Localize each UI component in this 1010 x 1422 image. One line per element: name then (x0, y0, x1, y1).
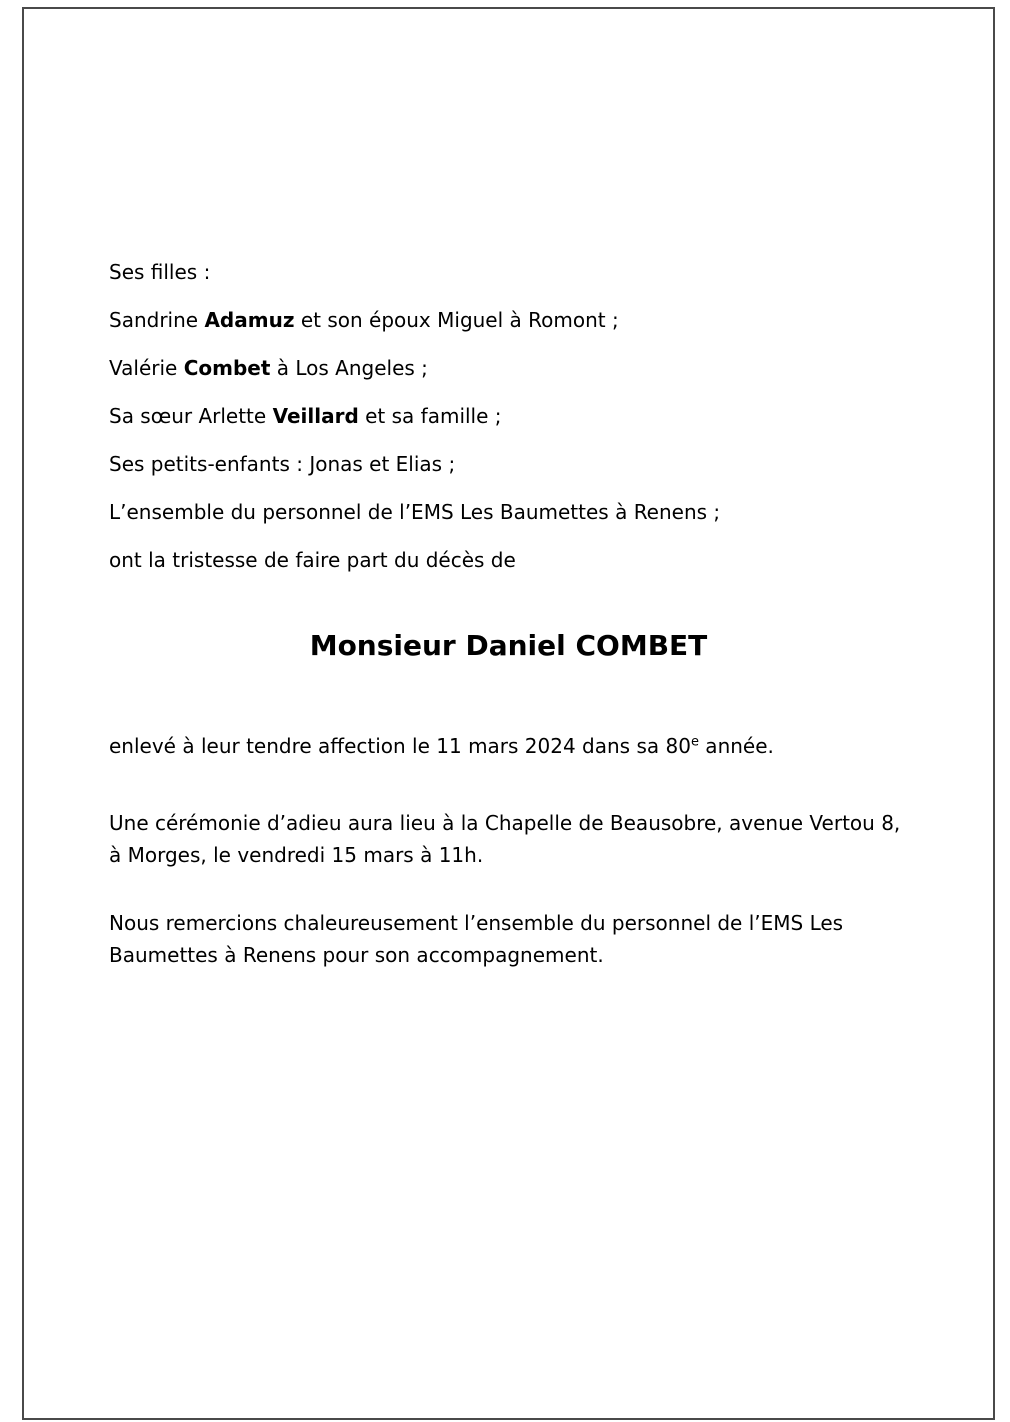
death-notice-line (109, 733, 908, 759)
family-line-sadness-intro (109, 547, 908, 573)
deceased-name-title: Monsieur Daniel COMBET (309, 629, 708, 662)
acknowledgement-line-1: Nous remercions chaleureusement l’ensemble du personnel de l’EMS Les (109, 911, 844, 935)
ceremony-line-1: Une cérémonie d’adieu aura lieu à la Chapelle de Beausobre, avenue Vertou 8, (109, 811, 901, 835)
family-line-text: et son époux Miguel à Romont ; (294, 308, 619, 332)
family-line-text: L’ensemble du personnel de l’EMS Les Baumettes à Renens ; (109, 500, 721, 524)
family-line-sandrine (109, 307, 908, 333)
family-line-ems-staff (109, 499, 908, 525)
family-line-valerie (109, 355, 908, 381)
family-line-text: Sandrine (109, 308, 205, 332)
family-line-grandchildren (109, 451, 908, 477)
acknowledgement-line-2: Baumettes à Renens pour son accompagnement. (109, 943, 604, 967)
announcement-body (24, 9, 993, 971)
family-name-bold: Combet (183, 356, 271, 380)
family-line-text: Sa sœur Arlette (109, 404, 273, 428)
family-line-daughters-header (109, 259, 908, 285)
family-line-text: Ses petits-enfants : Jonas et Elias ; (109, 452, 456, 476)
family-line-text: ont la tristesse de faire part du décès de (109, 548, 516, 572)
family-line-text: et sa famille ; (358, 404, 502, 428)
family-line-sister (109, 403, 908, 429)
ceremony-line-2: à Morges, le vendredi 15 mars à 11h. (109, 843, 484, 867)
announcement-page (22, 7, 995, 1420)
family-name-bold: Adamuz (204, 308, 295, 332)
family-line-text: Ses filles : (109, 260, 211, 284)
acknowledgement-paragraph (109, 907, 908, 971)
death-notice-text: année. (698, 734, 774, 758)
ordinal-superscript: e (690, 734, 699, 750)
family-name-bold: Veillard (272, 404, 359, 428)
family-line-text: Valérie (109, 356, 184, 380)
ceremony-paragraph (109, 807, 908, 871)
family-line-text: à Los Angeles ; (270, 356, 428, 380)
death-notice-text: enlevé à leur tendre affection le 11 mars 2024 dans sa 80 (109, 734, 691, 758)
